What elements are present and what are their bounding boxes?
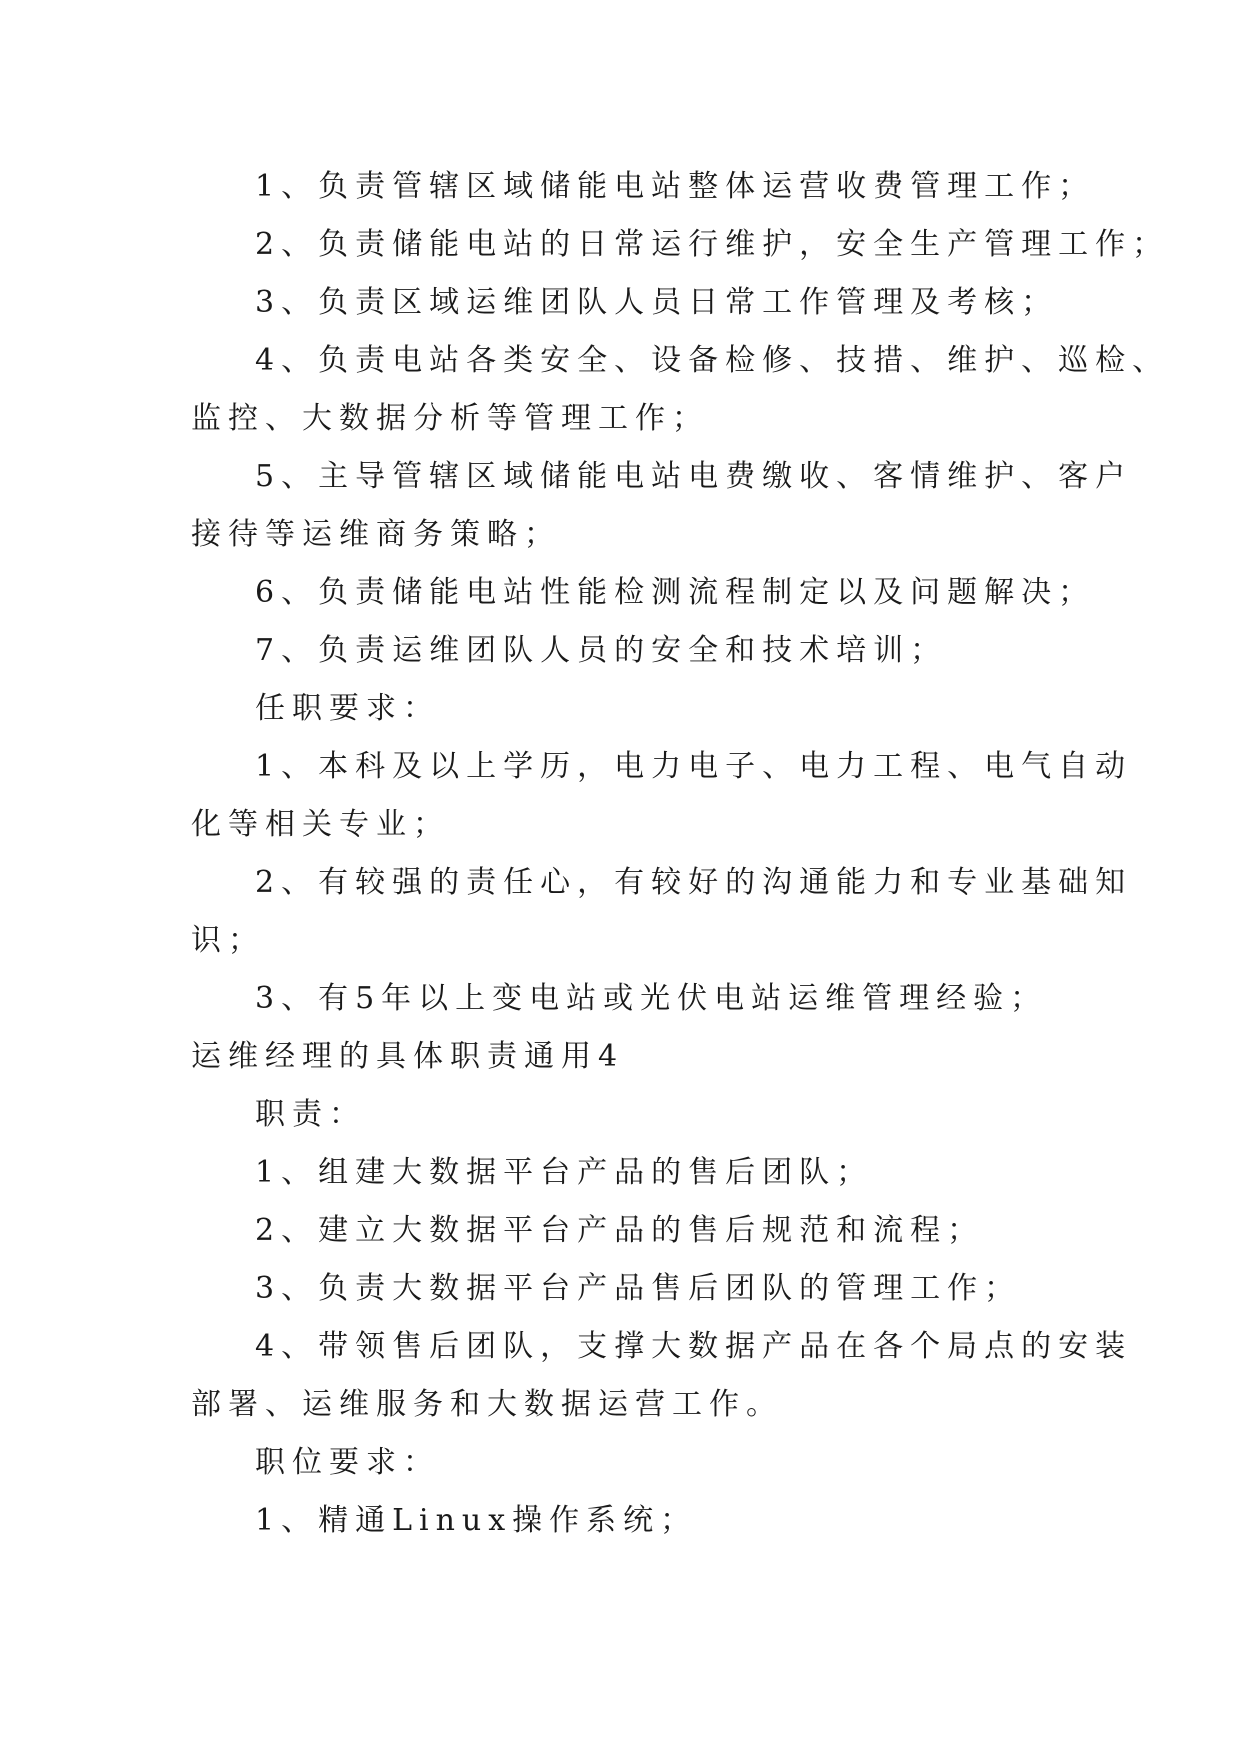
text-line: 1、本科及以上学历，电力电子、电力工程、电气自动: [255, 749, 1133, 784]
text-line: 接待等运维商务策略；: [191, 517, 561, 552]
text-line: 1、组建大数据平台产品的售后团队；: [255, 1155, 874, 1190]
text-line: 2、建立大数据平台产品的售后规范和流程；: [255, 1213, 985, 1248]
text-line: 化等相关专业；: [191, 807, 450, 842]
text-line: 2、负责储能电站的日常运行维护，安全生产管理工作；: [255, 227, 1170, 262]
text-line: 1、负责管辖区域储能电站整体运营收费管理工作；: [255, 169, 1096, 204]
text-line: 4、带领售后团队，支撑大数据产品在各个局点的安装: [255, 1329, 1133, 1364]
text-line: 3、有5年以上变电站或光伏电站运维管理经验；: [255, 981, 1048, 1016]
text-line: 5、主导管辖区域储能电站电费缴收、客情维护、客户: [255, 459, 1133, 494]
section-heading: 职责：: [255, 1097, 366, 1132]
document-title: 运维经理的具体职责通用4: [191, 1039, 625, 1074]
text-line: 部署、运维服务和大数据运营工作。: [191, 1387, 783, 1422]
text-line: 监控、大数据分析等管理工作；: [191, 401, 709, 436]
section-heading: 任职要求：: [255, 691, 440, 726]
text-line: 3、负责大数据平台产品售后团队的管理工作；: [255, 1271, 1022, 1306]
section-heading: 职位要求：: [255, 1445, 440, 1480]
text-line: 3、负责区域运维团队人员日常工作管理及考核；: [255, 285, 1059, 320]
text-line: 2、有较强的责任心，有较好的沟通能力和专业基础知: [255, 865, 1133, 900]
text-line: 6、负责储能电站性能检测流程制定以及问题解决；: [255, 575, 1096, 610]
text-line: 识；: [191, 923, 265, 958]
text-line: 7、负责运维团队人员的安全和技术培训；: [255, 633, 948, 668]
text-line: 1、精通Linux操作系统；: [255, 1503, 698, 1538]
text-line: 4、负责电站各类安全、设备检修、技措、维护、巡检、: [255, 343, 1170, 378]
document-body: [191, 158, 1170, 1550]
